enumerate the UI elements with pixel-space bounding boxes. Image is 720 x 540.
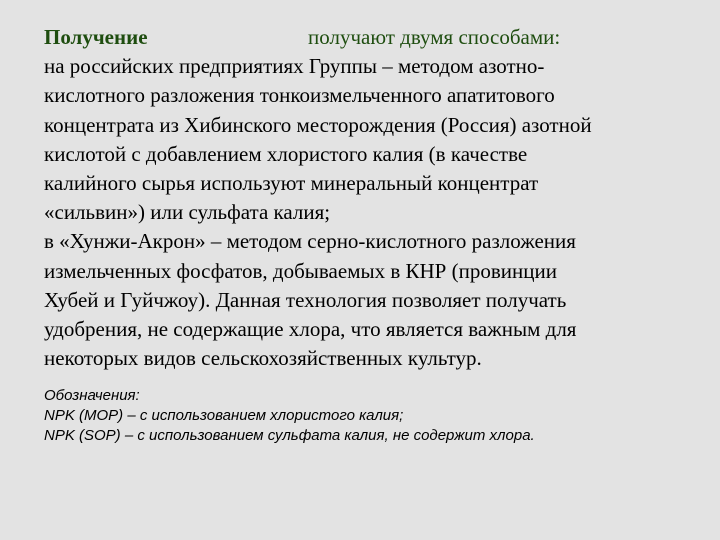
- heading-line: [44, 23, 694, 52]
- notes-title: Обозначения:: [44, 387, 140, 404]
- note-item: NPK (SOP) – с использованием сульфата калия, не содержит хлора.: [44, 427, 535, 444]
- paragraph-line: Хубей и Гуйчжоу). Данная технология позволяет получать: [44, 287, 567, 312]
- paragraph-line: удобрения, не содержащие хлора, что является важным для: [44, 317, 577, 342]
- main-text-block: [44, 23, 694, 373]
- paragraph-line: калийного сырья используют минеральный концентрат: [44, 171, 539, 196]
- paragraph-line: концентрата из Хибинского месторождения (Россия) азотной: [44, 112, 592, 137]
- paragraph-line: на российских предприятиях Группы – методом азотно-: [44, 54, 545, 79]
- paragraph-line: кислотного разложения тонкоизмельченного апатитового: [44, 83, 555, 108]
- paragraph-line: в «Хунжи-Акрон» – методом серно-кислотного разложения: [44, 229, 576, 254]
- paragraph-line: «сильвин») или сульфата калия;: [44, 200, 331, 225]
- heading-bold-word: Получение: [44, 25, 148, 49]
- paragraph-line: кислотой с добавлением хлористого калия (в качестве: [44, 141, 528, 166]
- note-item: NPK (MOP) – с использованием хлористого калия;: [44, 407, 404, 424]
- paragraph-line: некоторых видов сельскохозяйственных культур.: [44, 346, 482, 371]
- heading-rest: получают двумя способами:: [308, 25, 561, 49]
- notes-block: [44, 386, 684, 446]
- paragraph-line: измельченных фосфатов, добываемых в КНР (провинции: [44, 258, 557, 283]
